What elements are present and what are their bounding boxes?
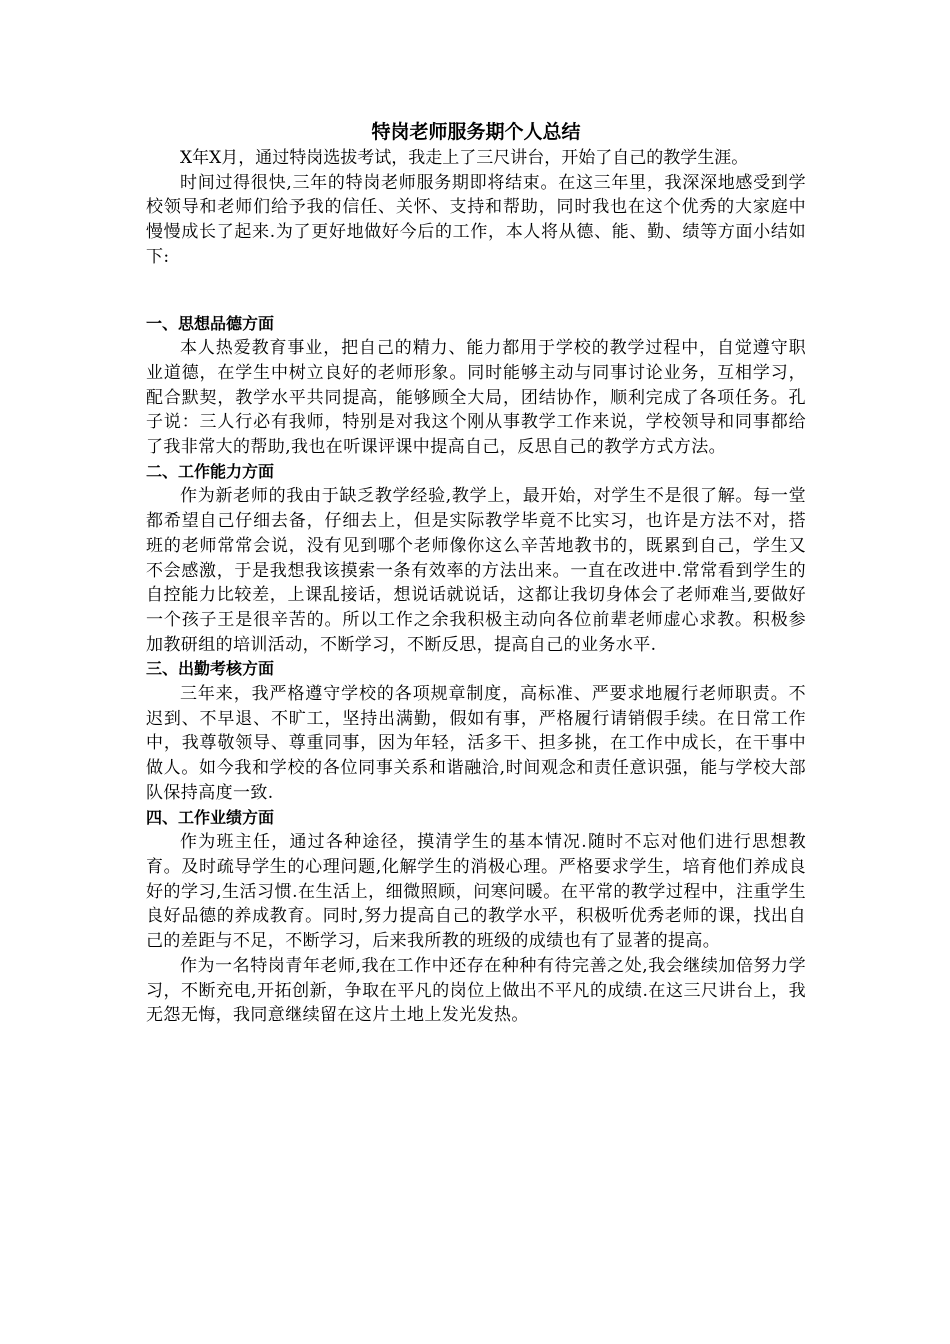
closing-paragraph: 作为一名特岗青年老师,我在工作中还存在种种有待完善之处,我会继续加倍努力学习，不断充电,开拓创新，争取在平凡的岗位上做出不平凡的成绩.在这三尺讲台上，我无怨无悔，我同意继续留在这片土地上发光发热。 — [146, 955, 806, 1026]
section-paragraph: 作为班主任，通过各种途径，摸清学生的基本情况.随时不忘对他们进行思想教育。及时疏导学生的心理问题,化解学生的消极心理。严格要求学生，培育他们养成良好的学习,生活习惯.在生活上，细微照顾，问寒问暖。在平常的教学过程中，注重学生良好品德的养成教育。同时,努力提高自己的教学水平，积极听优秀老师的课，找出自己的差距与不足，不断学习，后来我所教的班级的成绩也有了显著的提高。 — [146, 832, 806, 952]
intro-paragraph-2: 时间过得很快,三年的特岗老师服务期即将结束。在这三年里，我深深地感受到学校领导和老师们给予我的信任、关怀、支持和帮助，同时我也在这个优秀的大家庭中慢慢成长了起来.为了更好地做好今后的工作，本人将从德、能、勤、绩等方面小结如下: — [146, 172, 806, 267]
section-work-ability — [146, 460, 806, 658]
section-achievements — [146, 806, 806, 1028]
section-heading: 二、工作能力方面 — [146, 461, 275, 481]
blank-line — [146, 270, 806, 312]
document-title: 特岗老师服务期个人总结 — [371, 121, 581, 143]
section-heading: 四、工作业绩方面 — [146, 807, 275, 827]
section-attendance — [146, 657, 806, 805]
intro-paragraph-1: X年X月，通过特岗选拔考试，我走上了三尺讲台，开始了自己的教学生涯。 — [180, 148, 749, 168]
section-heading: 一、思想品德方面 — [146, 313, 275, 333]
document-page — [146, 118, 806, 1028]
section-paragraph: 三年来，我严格遵守学校的各项规章制度，高标准、严要求地履行老师职责。不迟到、不早退、不旷工，坚持出满勤，假如有事，严格履行请销假手续。在日常工作中，我尊敬领导、尊重同事，因为年轻，活多干、担多挑，在工作中成长，在干事中做人。如今我和学校的各位同事关系和谐融洽,时间观念和责任意识强，能与学校大部队保持高度一致. — [146, 684, 806, 803]
section-heading: 三、出勤考核方面 — [146, 659, 275, 679]
section-moral-character — [146, 312, 806, 460]
section-paragraph: 作为新老师的我由于缺乏教学经验,教学上，最开始，对学生不是很了解。每一堂都希望自己仔细去备，仔细去上，但是实际教学毕竟不比实习，也许是方法不对，搭班的老师常常会说，没有见到哪个老师像你这么辛苦地教书的，既累到自己，学生又不会感激，于是我想我该摸索一条有效率的方法出来。一直在改进中.常常看到学生的自控能力比较差，上课乱接话，想说话就说话，这都让我切身体会了老师难当,要做好一个孩子王是很辛苦的。所以工作之余我积极主动向各位前辈老师虚心求教。积极参加教研组的培训活动，不断学习，不断反思，提高自己的业务水平. — [146, 486, 806, 655]
section-paragraph: 本人热爱教育事业，把自己的精力、能力都用于学校的教学过程中，自觉遵守职业道德，在学生中树立良好的老师形象。同时能够主动与同事讨论业务，互相学习，配合默契，教学水平共同提高，能够顾全大局，团结协作，顺利完成了各项任务。孔子说：三人行必有我师，特别是对我这个刚从事教学工作来说，学校领导和同事都给了我非常大的帮助,我也在听课评课中提高自己，反思自己的教学方式方法。 — [146, 338, 806, 458]
